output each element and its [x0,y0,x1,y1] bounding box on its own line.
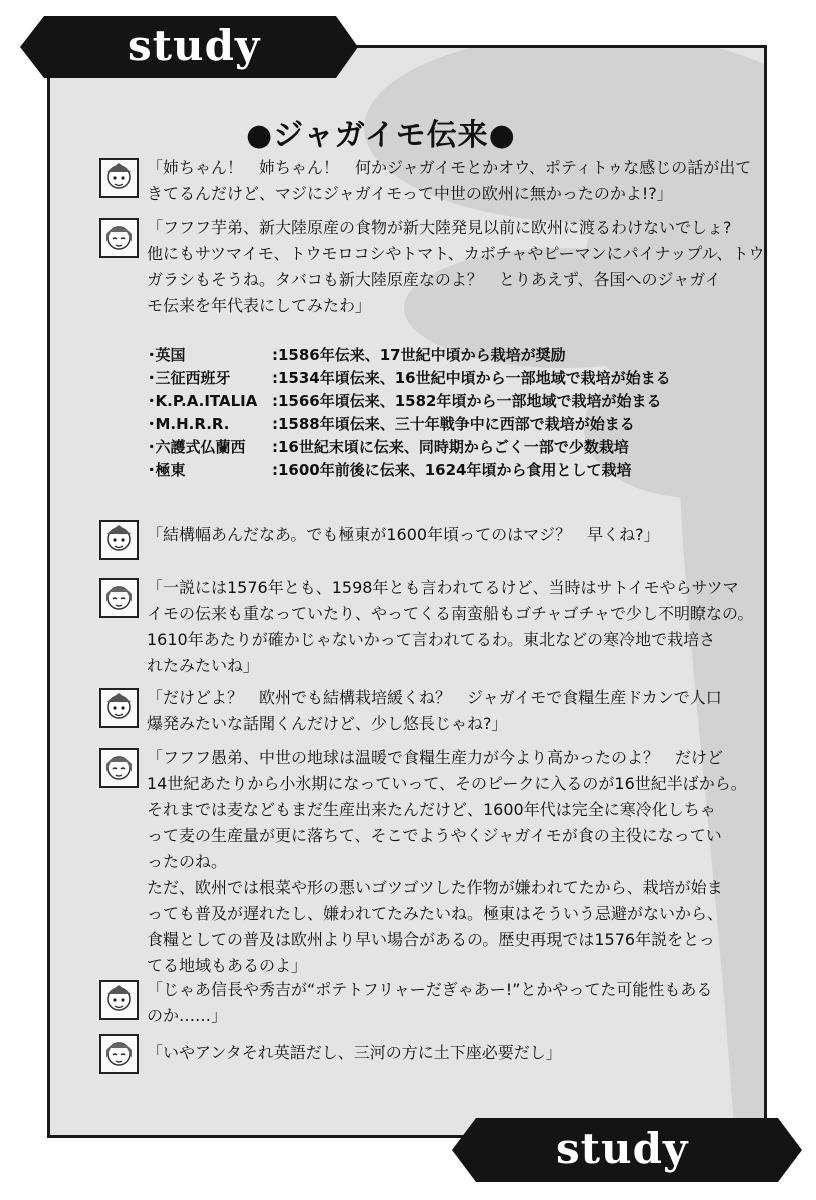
timeline-row [148,344,728,367]
timeline-region: ･M.H.R.R. [148,415,230,433]
dialog-line-sister: 「フフフ愚弟、中世の地球は温暖で食糧生産力が今より高かったのよ？ だけど 14世紀あたりから小氷期になっていって、そのピークに入るのが16世紀半ばから。 それまでは麦などもまだ生産出来たんだけど、1600年代は完全に寒冷化しちゃ って麦の生産量が更に落ちて、そこでようやくジャガイモが食の主役になってい ったのね。 ただ、欧州では根菜や形の悪いゴツゴツした作物が嫌われてたから、栽培が始ま っても普及が遅れたし、嫌われてたみたいね。極東はそういう忌避がないから、 食糧としての普及は欧州より早い場合があるの。歴史再現では1576年説をとっ てる地域もあるのよ」 [147,748,747,975]
timeline-event: :1588年頃伝来、三十年戦争中に西部で栽培が始まる [272,415,635,433]
dialog-line-brother: 「だけどよ？ 欧州でも結構栽培緩くね？ ジャガイモで食糧生産ドカンで人口 爆発みたいな話聞くんだけど、少し悠長じゃね?」 [147,688,722,733]
timeline-region: ･六護式仏蘭西 [148,438,246,456]
younger-brother-avatar [99,688,139,728]
timeline-row [148,390,728,413]
page-title: ●ジャガイモ伝来● [246,118,516,153]
dialog-line-brother: 「じゃあ信長や秀吉が“ポテトフリャーだぎゃあー!”とかやってた可能性もある のか……」 [147,980,713,1025]
older-sister-avatar [99,578,139,618]
younger-brother-avatar [99,520,139,560]
timeline-row [148,367,728,390]
timeline-row [148,436,728,459]
dialog-line-sister: 「一説には1576年とも、1598年とも言われてるけど、当時はサトイモやらサツマ イモの伝来も重なっていたり、やってくる南蛮船もゴチャゴチャで少し不明瞭なの。 1610年あたりが確かじゃないかって言われてるわ。東北などの寒冷地で栽培さ れたみたいね」 [147,578,754,675]
timeline-event: :1566年頃伝来、1582年頃から一部地域で栽培が始まる [272,392,662,410]
timeline-region: ･K.P.A.ITALIA [148,392,258,410]
footer-label: study [556,1124,689,1173]
timeline-region: ･英国 [148,346,186,364]
timeline-row [148,413,728,436]
older-sister-avatar [99,748,139,788]
younger-brother-avatar [99,980,139,1020]
dialog-line-sister: 「いやアンタそれ英語だし、三河の方に土下座必要だし」 [147,1043,562,1062]
dialog-line-brother: 「結構幅あんだなあ。でも極東が1600年頃ってのはマジ？ 早くね?」 [147,525,660,544]
timeline-event: :1586年伝来、17世紀中頃から栽培が奨励 [272,346,566,364]
header-label: study [128,21,261,70]
older-sister-avatar [99,1034,139,1074]
timeline-row [148,459,728,482]
timeline-region: ･三征西班牙 [148,369,231,387]
dialog-line-sister: 「フフフ芋弟、新大陸原産の食物が新大陸発見以前に欧州に渡るわけないでしょ? 他にもサツマイモ、トウモロコシやトマト、カボチャやピーマンにパイナップル、トウ ガラシもそうね。タバコも新大陸原産なのよ？ とりあえず、各国へのジャガイ モ伝来を年代表にしてみたわ」 [147,218,765,315]
timeline-region: ･極東 [148,461,186,479]
younger-brother-avatar [99,158,139,198]
dialog-line-brother: 「姉ちゃん！ 姉ちゃん！ 何かジャガイモとかオウ、ポティトゥな感じの話が出て きてるんだけど、マジにジャガイモって中世の欧州に無かったのかよ!?」 [147,158,752,203]
timeline-event: :16世紀末頃に伝来、同時期からごく一部で少数栽培 [272,438,629,456]
timeline-event: :1600年前後に伝来、1624年頃から食用として栽培 [272,461,632,479]
potato-arrival-timeline [148,344,728,482]
timeline-event: :1534年頃伝来、16世紀中頃から一部地域で栽培が始まる [272,369,671,387]
older-sister-avatar [99,218,139,258]
